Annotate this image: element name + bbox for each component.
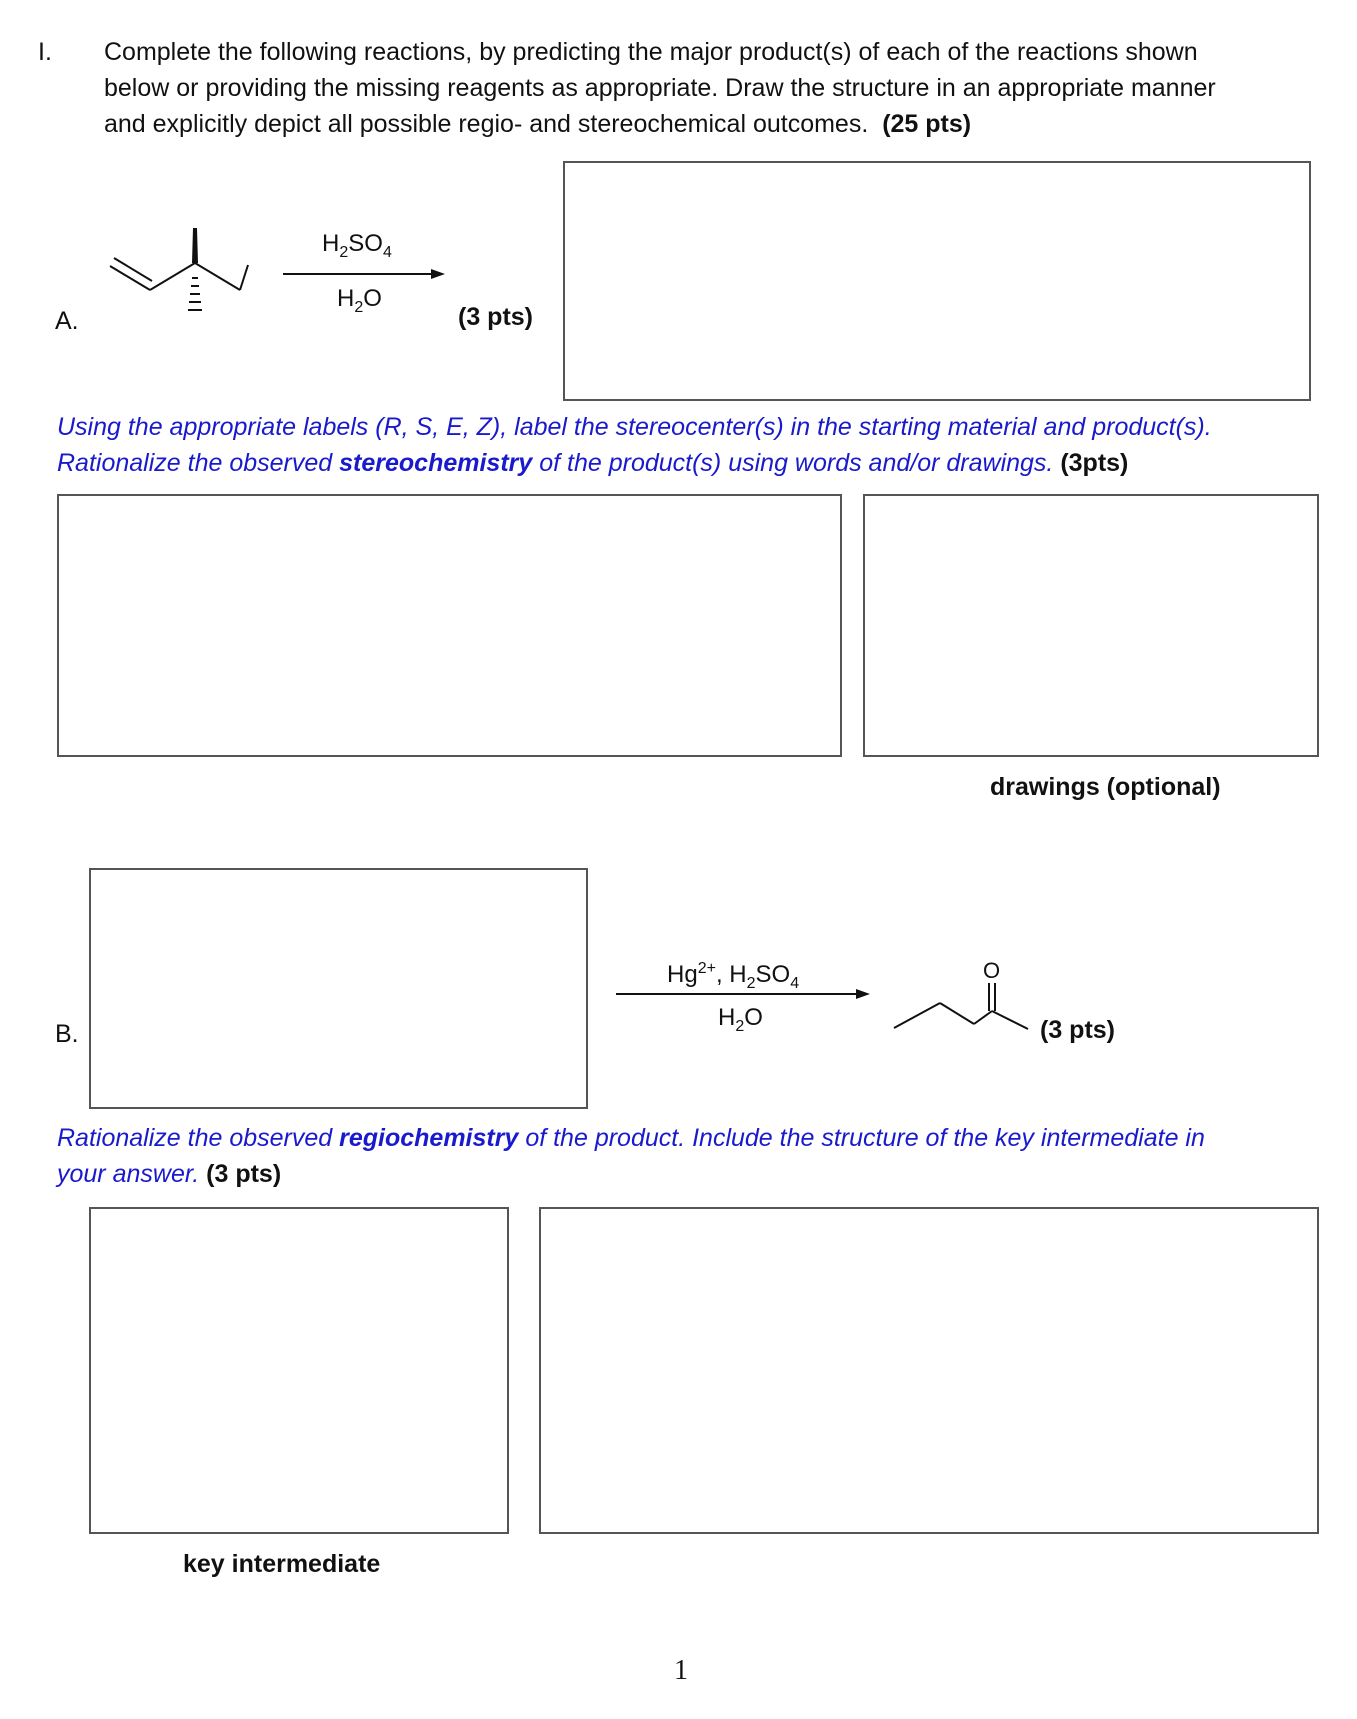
- alkene-bond-2: [114, 258, 152, 281]
- q-bold: stereochemistry: [339, 449, 533, 477]
- product-bond-1: [894, 1003, 940, 1028]
- q-line2: your answer.: [57, 1160, 207, 1188]
- part-b-points: (3 pts): [1040, 1016, 1115, 1044]
- part-b-label: B.: [55, 1020, 79, 1048]
- part-a-question-line-1: Using the appropriate labels (R, S, E, Z), label the stereocenter(s) in the starting material and product(s).: [57, 413, 1212, 441]
- reagent-sub2: 4: [790, 974, 800, 992]
- q-bold: regiochemistry: [339, 1124, 519, 1152]
- question-number: I.: [38, 38, 52, 66]
- part-a-label: A.: [55, 307, 79, 335]
- reagent-h: H: [718, 1004, 736, 1031]
- carbonyl-oxygen: O: [983, 958, 1001, 983]
- alkene-bond-1: [110, 266, 150, 290]
- reagent-so: SO: [348, 230, 383, 257]
- reagent-hg: Hg: [667, 961, 698, 988]
- instructions-line-3: [104, 106, 1334, 142]
- chain-bond-3: [240, 265, 248, 290]
- chain-bond-1: [150, 263, 195, 290]
- part-a-starting-material: [100, 220, 260, 330]
- q-pre: Rationalize the observed: [57, 1124, 340, 1152]
- wedge-bond: [192, 228, 198, 263]
- part-a-question: [57, 409, 1337, 481]
- instructions-line-3-text: and explicitly depict all possible regio- and stereochemical outcomes.: [104, 110, 869, 138]
- reagent-h: H: [337, 285, 355, 312]
- part-b-arrow: [616, 986, 874, 1002]
- reagent-sub: 2: [339, 243, 349, 261]
- part-b-question-line-1: [57, 1120, 1337, 1156]
- drawings-optional-label: drawings (optional): [990, 773, 1221, 801]
- reagent-sub2: 4: [382, 243, 392, 261]
- reagent-sub: 2: [354, 298, 364, 316]
- instructions: [104, 34, 1334, 142]
- part-a-points: (3 pts): [458, 303, 533, 331]
- reagent-o: O: [744, 1004, 763, 1031]
- part-a-rationale-box[interactable]: [57, 494, 842, 757]
- instructions-line-2: below or providing the missing reagents as appropriate. Draw the structure in an appropriate manner: [104, 74, 1216, 102]
- part-b-starting-material-box[interactable]: [89, 868, 588, 1109]
- product-bond-2: [940, 1003, 974, 1024]
- product-bond-3: [974, 1011, 992, 1024]
- product-bond-4: [992, 1011, 1028, 1029]
- q-points: (3pts): [1060, 449, 1129, 477]
- q-points: (3 pts): [206, 1160, 282, 1188]
- part-a-arrow: [283, 266, 448, 282]
- part-a-reagent-bottom: [337, 285, 382, 317]
- part-b-question: [57, 1120, 1337, 1192]
- reagent-h: H: [322, 230, 340, 257]
- page-number: 1: [674, 1655, 688, 1686]
- total-points: (25 pts): [882, 110, 972, 138]
- reagent-sup: 2+: [697, 960, 716, 977]
- reagent-sub: 2: [746, 974, 756, 992]
- q-post: of the product(s) using words and/or drawings.: [532, 449, 1061, 477]
- part-b-product: [890, 955, 1040, 1035]
- chain-bond-2: [195, 263, 240, 290]
- q-pre: Rationalize the observed: [57, 449, 340, 477]
- part-a-drawings-box[interactable]: [863, 494, 1319, 757]
- reagent-so: SO: [755, 961, 791, 988]
- reagent-sub: 2: [735, 1017, 745, 1035]
- q-post: of the product. Include the structure of the key intermediate in: [518, 1124, 1205, 1152]
- hash-bond: [188, 278, 202, 310]
- reagent-h: , H: [715, 961, 747, 988]
- part-b-question-line-2: [57, 1156, 1337, 1192]
- reagent-o: O: [363, 285, 382, 312]
- part-b-reagent-bottom: [718, 1004, 763, 1036]
- part-a-reagent-top: [322, 230, 392, 262]
- part-a-product-box[interactable]: [563, 161, 1311, 401]
- instructions-line-1: Complete the following reactions, by predicting the major product(s) of each of the reactions shown: [104, 38, 1198, 66]
- part-b-rationale-box[interactable]: [539, 1207, 1319, 1534]
- key-intermediate-label: key intermediate: [183, 1550, 381, 1578]
- part-a-question-line-2: [57, 445, 1337, 481]
- part-b-intermediate-box[interactable]: [89, 1207, 509, 1534]
